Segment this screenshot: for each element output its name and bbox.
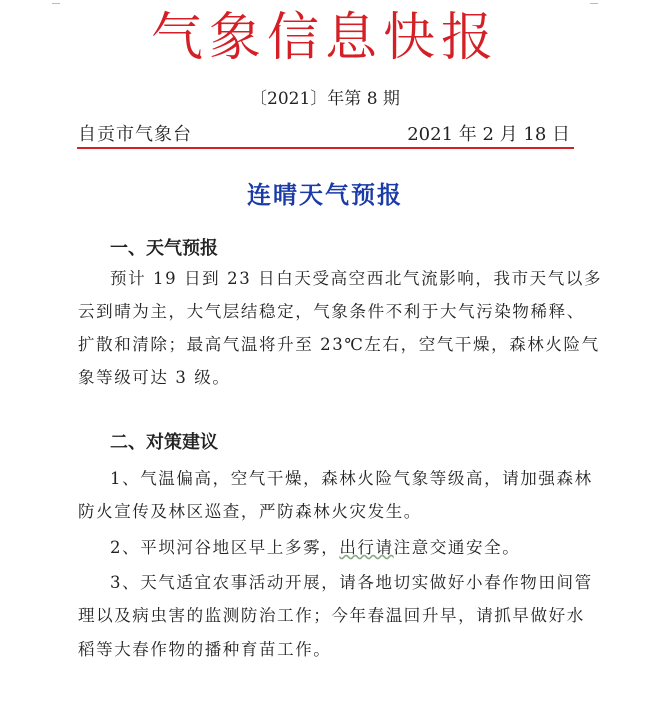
section-title: 二、对策建议	[110, 432, 218, 453]
paragraph-line: 云到晴为主，大气层结稳定，气象条件不利于大气污染物稀释、	[78, 302, 585, 321]
paragraph-line: 理以及病虫害的监测防治工作；今年春温回升早，请抓早做好水	[78, 606, 585, 625]
text-run: 2、平坝河谷地区早上多雾，	[110, 538, 340, 557]
issue-number: 〔2021〕年第 8 期	[250, 89, 400, 109]
paragraph-line: 3、天气适宜农事活动开展，请各地切实做好小春作物田间管	[110, 573, 593, 592]
paragraph-line: 扩散和清除；最高气温将升至 23℃左右，空气干燥，森林火险气	[78, 335, 600, 354]
paragraph-line: 稻等大春作物的播种育苗工作。	[78, 640, 332, 659]
article-heading: 连晴天气预报	[247, 181, 403, 209]
spellcheck-underlined-text: 出行请	[339, 538, 394, 557]
organization: 自贡市气象台	[78, 124, 192, 145]
paragraph-line: 预计 19 日到 23 日白天受高空西北气流影响，我市天气以多	[110, 269, 603, 288]
page-corner-mark	[590, 0, 598, 4]
paragraph-line	[110, 534, 520, 558]
red-divider	[77, 147, 574, 149]
bulletin-title: 气象信息快报	[150, 8, 499, 68]
paragraph-line: 1、气温偏高，空气干燥，森林火险气象等级高，请加强森林	[110, 469, 593, 488]
section-title: 一、天气预报	[110, 238, 218, 259]
publish-date: 2021 年 2 月 18 日	[407, 124, 570, 145]
text-run: 注意交通安全。	[393, 538, 521, 557]
paragraph-line: 防火宣传及林区巡查，严防森林火灾发生。	[78, 502, 422, 521]
paragraph-line: 象等级可达 3 级。	[78, 368, 231, 387]
page-corner-mark	[52, 0, 60, 4]
